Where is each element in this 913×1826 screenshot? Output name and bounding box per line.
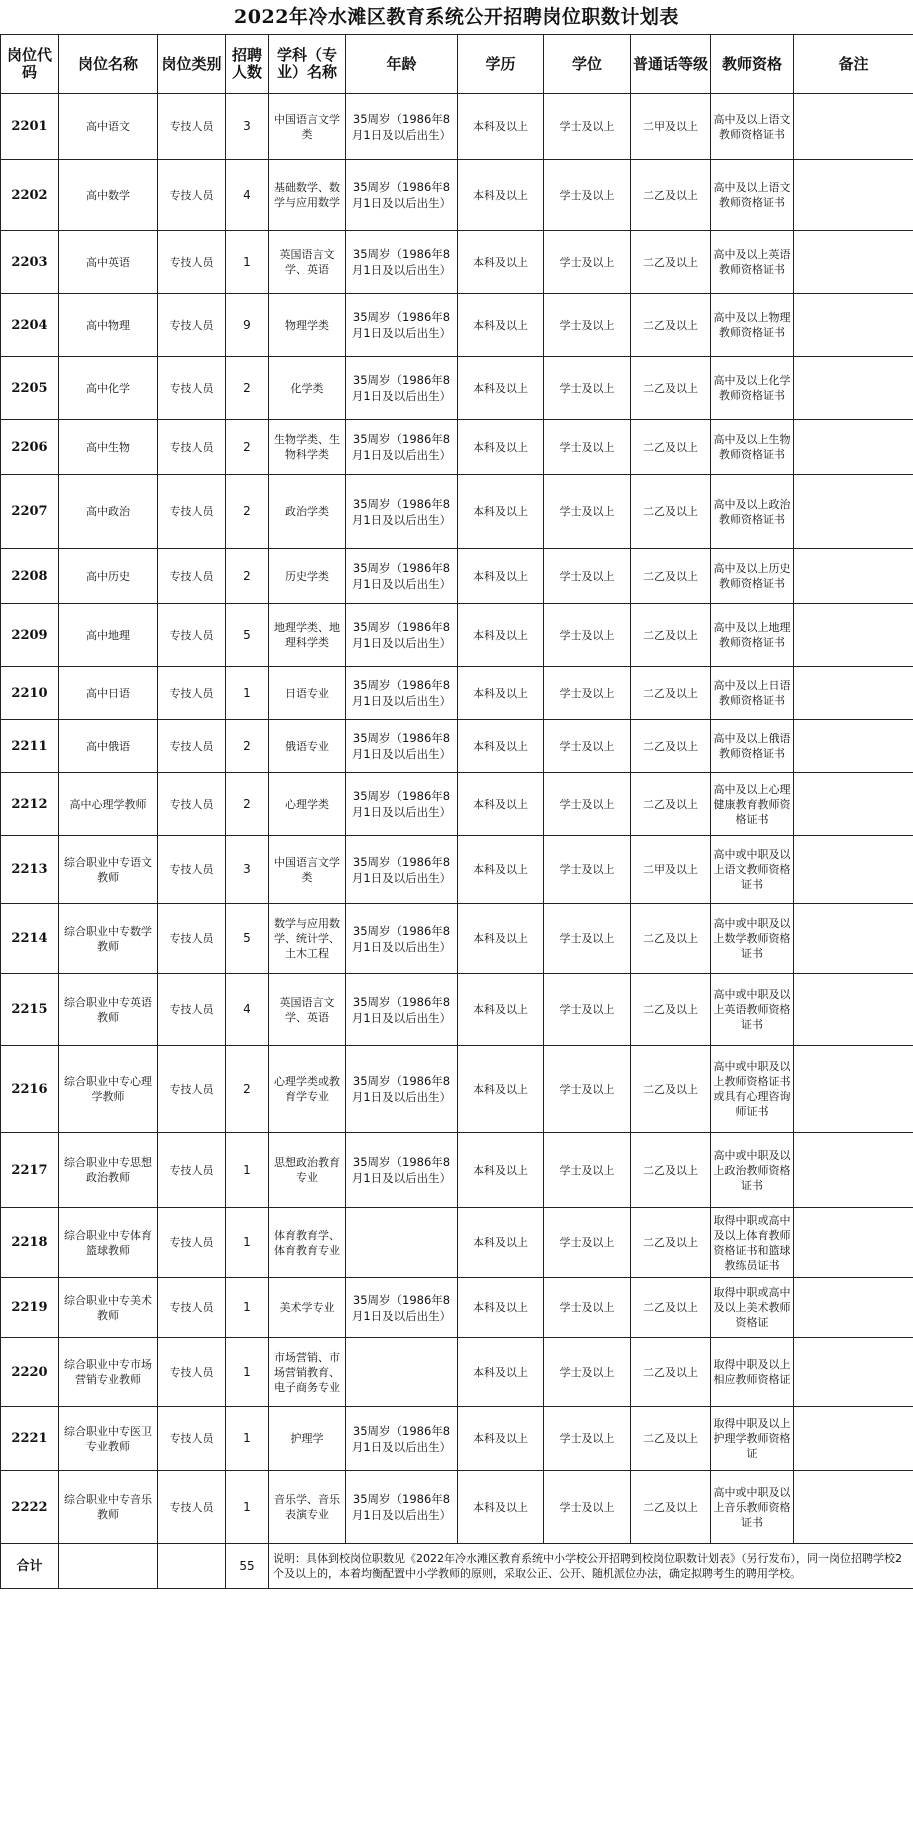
table-row (1, 420, 913, 475)
row-count: 2 (226, 420, 269, 475)
row-mandarin: 二甲及以上 (631, 836, 711, 904)
row-code: 2202 (1, 160, 59, 231)
row-education: 本科及以上 (458, 1338, 544, 1407)
row-count: 1 (226, 1133, 269, 1208)
row-age: 35周岁（1986年8月1日及以后出生） (346, 475, 458, 549)
row-age: 35周岁（1986年8月1日及以后出生） (346, 604, 458, 667)
row-remark (794, 667, 913, 720)
row-remark (794, 904, 913, 974)
row-certificate: 高中及以上语文教师资格证书 (711, 160, 794, 231)
row-category: 专技人员 (158, 94, 226, 160)
row-certificate: 高中及以上日语教师资格证书 (711, 667, 794, 720)
table-row (1, 1338, 913, 1407)
row-education: 本科及以上 (458, 1046, 544, 1133)
row-mandarin: 二乙及以上 (631, 294, 711, 357)
row-age: 35周岁（1986年8月1日及以后出生） (346, 1278, 458, 1338)
row-name: 高中日语 (59, 667, 158, 720)
row-degree: 学士及以上 (544, 1338, 631, 1407)
row-name: 高中俄语 (59, 720, 158, 773)
row-certificate: 取得中职或高中及以上美术教师资格证 (711, 1278, 794, 1338)
row-name: 综合职业中专体育篮球教师 (59, 1208, 158, 1278)
header-count: 招聘人数 (226, 35, 269, 94)
row-degree: 学士及以上 (544, 94, 631, 160)
row-remark (794, 1471, 913, 1544)
row-code: 2218 (1, 1208, 59, 1278)
row-subject: 心理学类或教育学专业 (269, 1046, 346, 1133)
row-mandarin: 二乙及以上 (631, 1278, 711, 1338)
row-name: 高中地理 (59, 604, 158, 667)
row-certificate: 取得中职及以上相应教师资格证 (711, 1338, 794, 1407)
row-degree: 学士及以上 (544, 667, 631, 720)
row-code: 2210 (1, 667, 59, 720)
row-degree: 学士及以上 (544, 160, 631, 231)
row-subject: 英国语言文学、英语 (269, 974, 346, 1046)
row-subject: 生物学类、生物科学类 (269, 420, 346, 475)
row-name: 综合职业中专医卫专业教师 (59, 1407, 158, 1471)
row-education: 本科及以上 (458, 94, 544, 160)
row-degree: 学士及以上 (544, 1278, 631, 1338)
row-education: 本科及以上 (458, 357, 544, 420)
row-count: 2 (226, 1046, 269, 1133)
row-code: 2204 (1, 294, 59, 357)
row-category: 专技人员 (158, 773, 226, 836)
header-code: 岗位代码 (1, 35, 59, 94)
row-age: 35周岁（1986年8月1日及以后出生） (346, 94, 458, 160)
row-certificate: 高中及以上英语教师资格证书 (711, 231, 794, 294)
row-category: 专技人员 (158, 1407, 226, 1471)
row-category: 专技人员 (158, 160, 226, 231)
row-code: 2217 (1, 1133, 59, 1208)
row-category: 专技人员 (158, 231, 226, 294)
row-remark (794, 94, 913, 160)
row-mandarin: 二乙及以上 (631, 773, 711, 836)
total-note: 说明：具体到校岗位职数见《2022年冷水滩区教育系统中小学校公开招聘到校岗位职数计划表》（另行发布），同一岗位招聘学校2个及以上的，本着均衡配置中小学教师的原则，采取公正、公开、随机派位办法，确定拟聘考生的聘用学校。 (269, 1544, 913, 1589)
row-certificate: 高中及以上政治教师资格证书 (711, 475, 794, 549)
row-category: 专技人员 (158, 667, 226, 720)
header-name: 岗位名称 (59, 35, 158, 94)
row-age: 35周岁（1986年8月1日及以后出生） (346, 160, 458, 231)
row-code: 2213 (1, 836, 59, 904)
row-name: 综合职业中专语文教师 (59, 836, 158, 904)
header-education: 学历 (458, 35, 544, 94)
row-subject: 英国语言文学、英语 (269, 231, 346, 294)
row-degree: 学士及以上 (544, 604, 631, 667)
row-subject: 美术学专业 (269, 1278, 346, 1338)
row-remark (794, 1046, 913, 1133)
row-remark (794, 1133, 913, 1208)
row-age: 35周岁（1986年8月1日及以后出生） (346, 773, 458, 836)
row-mandarin: 二乙及以上 (631, 1046, 711, 1133)
row-degree: 学士及以上 (544, 231, 631, 294)
row-count: 2 (226, 773, 269, 836)
row-name: 高中心理学教师 (59, 773, 158, 836)
row-mandarin: 二甲及以上 (631, 94, 711, 160)
row-code: 2203 (1, 231, 59, 294)
row-mandarin: 二乙及以上 (631, 1407, 711, 1471)
row-name: 高中政治 (59, 475, 158, 549)
row-education: 本科及以上 (458, 475, 544, 549)
row-age: 35周岁（1986年8月1日及以后出生） (346, 1407, 458, 1471)
row-education: 本科及以上 (458, 604, 544, 667)
row-age: 35周岁（1986年8月1日及以后出生） (346, 1133, 458, 1208)
row-count: 1 (226, 231, 269, 294)
row-degree: 学士及以上 (544, 294, 631, 357)
row-education: 本科及以上 (458, 836, 544, 904)
row-education: 本科及以上 (458, 1208, 544, 1278)
row-code: 2201 (1, 94, 59, 160)
row-education: 本科及以上 (458, 160, 544, 231)
row-education: 本科及以上 (458, 667, 544, 720)
row-remark (794, 604, 913, 667)
row-certificate: 高中及以上地理教师资格证书 (711, 604, 794, 667)
row-mandarin: 二乙及以上 (631, 604, 711, 667)
row-code: 2219 (1, 1278, 59, 1338)
row-age: 35周岁（1986年8月1日及以后出生） (346, 357, 458, 420)
row-category: 专技人员 (158, 1208, 226, 1278)
row-degree: 学士及以上 (544, 836, 631, 904)
row-age (346, 1208, 458, 1278)
row-certificate: 高中或中职及以上教师资格证书或具有心理咨询师证书 (711, 1046, 794, 1133)
row-remark (794, 475, 913, 549)
row-degree: 学士及以上 (544, 773, 631, 836)
row-category: 专技人员 (158, 604, 226, 667)
row-subject: 思想政治教育专业 (269, 1133, 346, 1208)
total-label: 合计 (1, 1544, 59, 1589)
row-mandarin: 二乙及以上 (631, 1208, 711, 1278)
row-count: 1 (226, 667, 269, 720)
row-code: 2216 (1, 1046, 59, 1133)
row-education: 本科及以上 (458, 294, 544, 357)
row-certificate: 高中及以上历史教师资格证书 (711, 549, 794, 604)
row-certificate: 高中及以上物理教师资格证书 (711, 294, 794, 357)
row-mandarin: 二乙及以上 (631, 231, 711, 294)
row-name: 综合职业中专市场营销专业教师 (59, 1338, 158, 1407)
row-education: 本科及以上 (458, 1133, 544, 1208)
table-row (1, 974, 913, 1046)
row-code: 2221 (1, 1407, 59, 1471)
row-name: 综合职业中专英语教师 (59, 974, 158, 1046)
row-degree: 学士及以上 (544, 475, 631, 549)
row-subject: 中国语言文学类 (269, 94, 346, 160)
row-subject: 基础数学、数学与应用数学 (269, 160, 346, 231)
row-certificate: 高中及以上生物教师资格证书 (711, 420, 794, 475)
row-name: 高中物理 (59, 294, 158, 357)
row-mandarin: 二乙及以上 (631, 475, 711, 549)
row-degree: 学士及以上 (544, 1046, 631, 1133)
row-education: 本科及以上 (458, 720, 544, 773)
row-mandarin: 二乙及以上 (631, 1338, 711, 1407)
row-degree: 学士及以上 (544, 720, 631, 773)
row-remark (794, 231, 913, 294)
row-name: 综合职业中专心理学教师 (59, 1046, 158, 1133)
row-subject: 政治学类 (269, 475, 346, 549)
header-age: 年龄 (346, 35, 458, 94)
row-age: 35周岁（1986年8月1日及以后出生） (346, 836, 458, 904)
row-code: 2209 (1, 604, 59, 667)
row-category: 专技人员 (158, 357, 226, 420)
row-degree: 学士及以上 (544, 1208, 631, 1278)
table-row (1, 773, 913, 836)
row-subject: 体育教育学、体育教育专业 (269, 1208, 346, 1278)
header-mandarin: 普通话等级 (631, 35, 711, 94)
row-count: 9 (226, 294, 269, 357)
row-count: 3 (226, 94, 269, 160)
row-degree: 学士及以上 (544, 904, 631, 974)
header-subject: 学科（专业）名称 (269, 35, 346, 94)
row-subject: 历史学类 (269, 549, 346, 604)
row-education: 本科及以上 (458, 549, 544, 604)
row-category: 专技人员 (158, 720, 226, 773)
row-code: 2211 (1, 720, 59, 773)
row-count: 2 (226, 549, 269, 604)
row-code: 2222 (1, 1471, 59, 1544)
row-category: 专技人员 (158, 836, 226, 904)
row-mandarin: 二乙及以上 (631, 667, 711, 720)
row-education: 本科及以上 (458, 1407, 544, 1471)
row-degree: 学士及以上 (544, 1407, 631, 1471)
row-subject: 物理学类 (269, 294, 346, 357)
row-name: 综合职业中专美术教师 (59, 1278, 158, 1338)
row-certificate: 高中或中职及以上音乐教师资格证书 (711, 1471, 794, 1544)
row-subject: 地理学类、地理科学类 (269, 604, 346, 667)
table-row (1, 1278, 913, 1338)
row-code: 2215 (1, 974, 59, 1046)
header-remark: 备注 (794, 35, 913, 94)
row-age: 35周岁（1986年8月1日及以后出生） (346, 420, 458, 475)
row-age: 35周岁（1986年8月1日及以后出生） (346, 720, 458, 773)
row-remark (794, 420, 913, 475)
row-subject: 化学类 (269, 357, 346, 420)
row-code: 2208 (1, 549, 59, 604)
row-education: 本科及以上 (458, 420, 544, 475)
row-category: 专技人员 (158, 294, 226, 357)
row-category: 专技人员 (158, 475, 226, 549)
row-category: 专技人员 (158, 1338, 226, 1407)
row-age: 35周岁（1986年8月1日及以后出生） (346, 294, 458, 357)
row-category: 专技人员 (158, 1133, 226, 1208)
row-code: 2214 (1, 904, 59, 974)
table-row (1, 549, 913, 604)
row-remark (794, 1407, 913, 1471)
row-subject: 数学与应用数学、统计学、土木工程 (269, 904, 346, 974)
row-name: 高中化学 (59, 357, 158, 420)
row-count: 2 (226, 720, 269, 773)
row-name: 综合职业中专思想政治教师 (59, 1133, 158, 1208)
table-row (1, 1407, 913, 1471)
recruitment-table (0, 34, 913, 1589)
row-category: 专技人员 (158, 1046, 226, 1133)
row-certificate: 取得中职及以上护理学教师资格证 (711, 1407, 794, 1471)
total-empty-category (158, 1544, 226, 1589)
row-code: 2212 (1, 773, 59, 836)
table-row (1, 1208, 913, 1278)
table-row (1, 231, 913, 294)
row-age: 35周岁（1986年8月1日及以后出生） (346, 549, 458, 604)
row-mandarin: 二乙及以上 (631, 1133, 711, 1208)
row-age: 35周岁（1986年8月1日及以后出生） (346, 904, 458, 974)
table-row (1, 720, 913, 773)
row-degree: 学士及以上 (544, 1471, 631, 1544)
row-age (346, 1338, 458, 1407)
row-remark (794, 1208, 913, 1278)
table-row (1, 357, 913, 420)
row-remark (794, 836, 913, 904)
row-degree: 学士及以上 (544, 420, 631, 475)
row-code: 2206 (1, 420, 59, 475)
table-row (1, 294, 913, 357)
row-certificate: 高中或中职及以上数学教师资格证书 (711, 904, 794, 974)
row-education: 本科及以上 (458, 904, 544, 974)
row-remark (794, 294, 913, 357)
row-subject: 俄语专业 (269, 720, 346, 773)
row-count: 1 (226, 1278, 269, 1338)
total-row (1, 1544, 913, 1589)
row-age: 35周岁（1986年8月1日及以后出生） (346, 231, 458, 294)
row-certificate: 高中及以上俄语教师资格证书 (711, 720, 794, 773)
table-row (1, 1046, 913, 1133)
row-mandarin: 二乙及以上 (631, 1471, 711, 1544)
total-empty-name (59, 1544, 158, 1589)
table-row (1, 1471, 913, 1544)
row-count: 4 (226, 974, 269, 1046)
row-subject: 市场营销、市场营销教育、电子商务专业 (269, 1338, 346, 1407)
row-certificate: 高中或中职及以上政治教师资格证书 (711, 1133, 794, 1208)
row-mandarin: 二乙及以上 (631, 549, 711, 604)
row-degree: 学士及以上 (544, 974, 631, 1046)
row-remark (794, 549, 913, 604)
row-age: 35周岁（1986年8月1日及以后出生） (346, 1046, 458, 1133)
row-certificate: 取得中职或高中及以上体育教师资格证书和篮球教练员证书 (711, 1208, 794, 1278)
table-row (1, 94, 913, 160)
row-count: 3 (226, 836, 269, 904)
row-certificate: 高中或中职及以上语文教师资格证书 (711, 836, 794, 904)
row-education: 本科及以上 (458, 773, 544, 836)
row-subject: 护理学 (269, 1407, 346, 1471)
row-code: 2207 (1, 475, 59, 549)
header-category: 岗位类别 (158, 35, 226, 94)
row-count: 5 (226, 904, 269, 974)
row-name: 综合职业中专音乐教师 (59, 1471, 158, 1544)
row-name: 高中历史 (59, 549, 158, 604)
row-count: 1 (226, 1338, 269, 1407)
row-name: 高中英语 (59, 231, 158, 294)
row-mandarin: 二乙及以上 (631, 160, 711, 231)
table-row (1, 667, 913, 720)
row-remark (794, 160, 913, 231)
table-row (1, 160, 913, 231)
row-education: 本科及以上 (458, 1471, 544, 1544)
row-name: 综合职业中专数学教师 (59, 904, 158, 974)
header-certificate: 教师资格 (711, 35, 794, 94)
row-remark (794, 1338, 913, 1407)
table-row (1, 1133, 913, 1208)
row-education: 本科及以上 (458, 231, 544, 294)
total-count: 55 (226, 1544, 269, 1589)
row-code: 2220 (1, 1338, 59, 1407)
table-row (1, 604, 913, 667)
table-row (1, 904, 913, 974)
row-remark (794, 1278, 913, 1338)
row-degree: 学士及以上 (544, 357, 631, 420)
row-category: 专技人员 (158, 420, 226, 475)
table-row (1, 475, 913, 549)
row-count: 1 (226, 1407, 269, 1471)
row-count: 2 (226, 475, 269, 549)
row-category: 专技人员 (158, 904, 226, 974)
row-remark (794, 773, 913, 836)
row-mandarin: 二乙及以上 (631, 720, 711, 773)
row-mandarin: 二乙及以上 (631, 974, 711, 1046)
row-remark (794, 357, 913, 420)
row-subject: 日语专业 (269, 667, 346, 720)
row-degree: 学士及以上 (544, 549, 631, 604)
row-education: 本科及以上 (458, 974, 544, 1046)
row-count: 5 (226, 604, 269, 667)
row-degree: 学士及以上 (544, 1133, 631, 1208)
row-count: 1 (226, 1208, 269, 1278)
row-count: 1 (226, 1471, 269, 1544)
row-certificate: 高中及以上化学教师资格证书 (711, 357, 794, 420)
row-mandarin: 二乙及以上 (631, 904, 711, 974)
document-title: 2022年冷水滩区教育系统公开招聘岗位职数计划表 (234, 6, 679, 28)
table-row (1, 836, 913, 904)
row-code: 2205 (1, 357, 59, 420)
header-degree: 学位 (544, 35, 631, 94)
row-category: 专技人员 (158, 1278, 226, 1338)
row-age: 35周岁（1986年8月1日及以后出生） (346, 1471, 458, 1544)
row-category: 专技人员 (158, 974, 226, 1046)
row-certificate: 高中或中职及以上英语教师资格证书 (711, 974, 794, 1046)
row-category: 专技人员 (158, 1471, 226, 1544)
row-subject: 中国语言文学类 (269, 836, 346, 904)
row-subject: 音乐学、音乐表演专业 (269, 1471, 346, 1544)
row-category: 专技人员 (158, 549, 226, 604)
row-age: 35周岁（1986年8月1日及以后出生） (346, 974, 458, 1046)
row-certificate: 高中及以上心理健康教育教师资格证书 (711, 773, 794, 836)
row-count: 4 (226, 160, 269, 231)
row-remark (794, 720, 913, 773)
row-count: 2 (226, 357, 269, 420)
row-certificate: 高中及以上语文教师资格证书 (711, 94, 794, 160)
row-name: 高中数学 (59, 160, 158, 231)
row-age: 35周岁（1986年8月1日及以后出生） (346, 667, 458, 720)
row-education: 本科及以上 (458, 1278, 544, 1338)
row-remark (794, 974, 913, 1046)
row-name: 高中语文 (59, 94, 158, 160)
row-mandarin: 二乙及以上 (631, 420, 711, 475)
header-row (1, 35, 913, 94)
row-name: 高中生物 (59, 420, 158, 475)
row-mandarin: 二乙及以上 (631, 357, 711, 420)
row-subject: 心理学类 (269, 773, 346, 836)
